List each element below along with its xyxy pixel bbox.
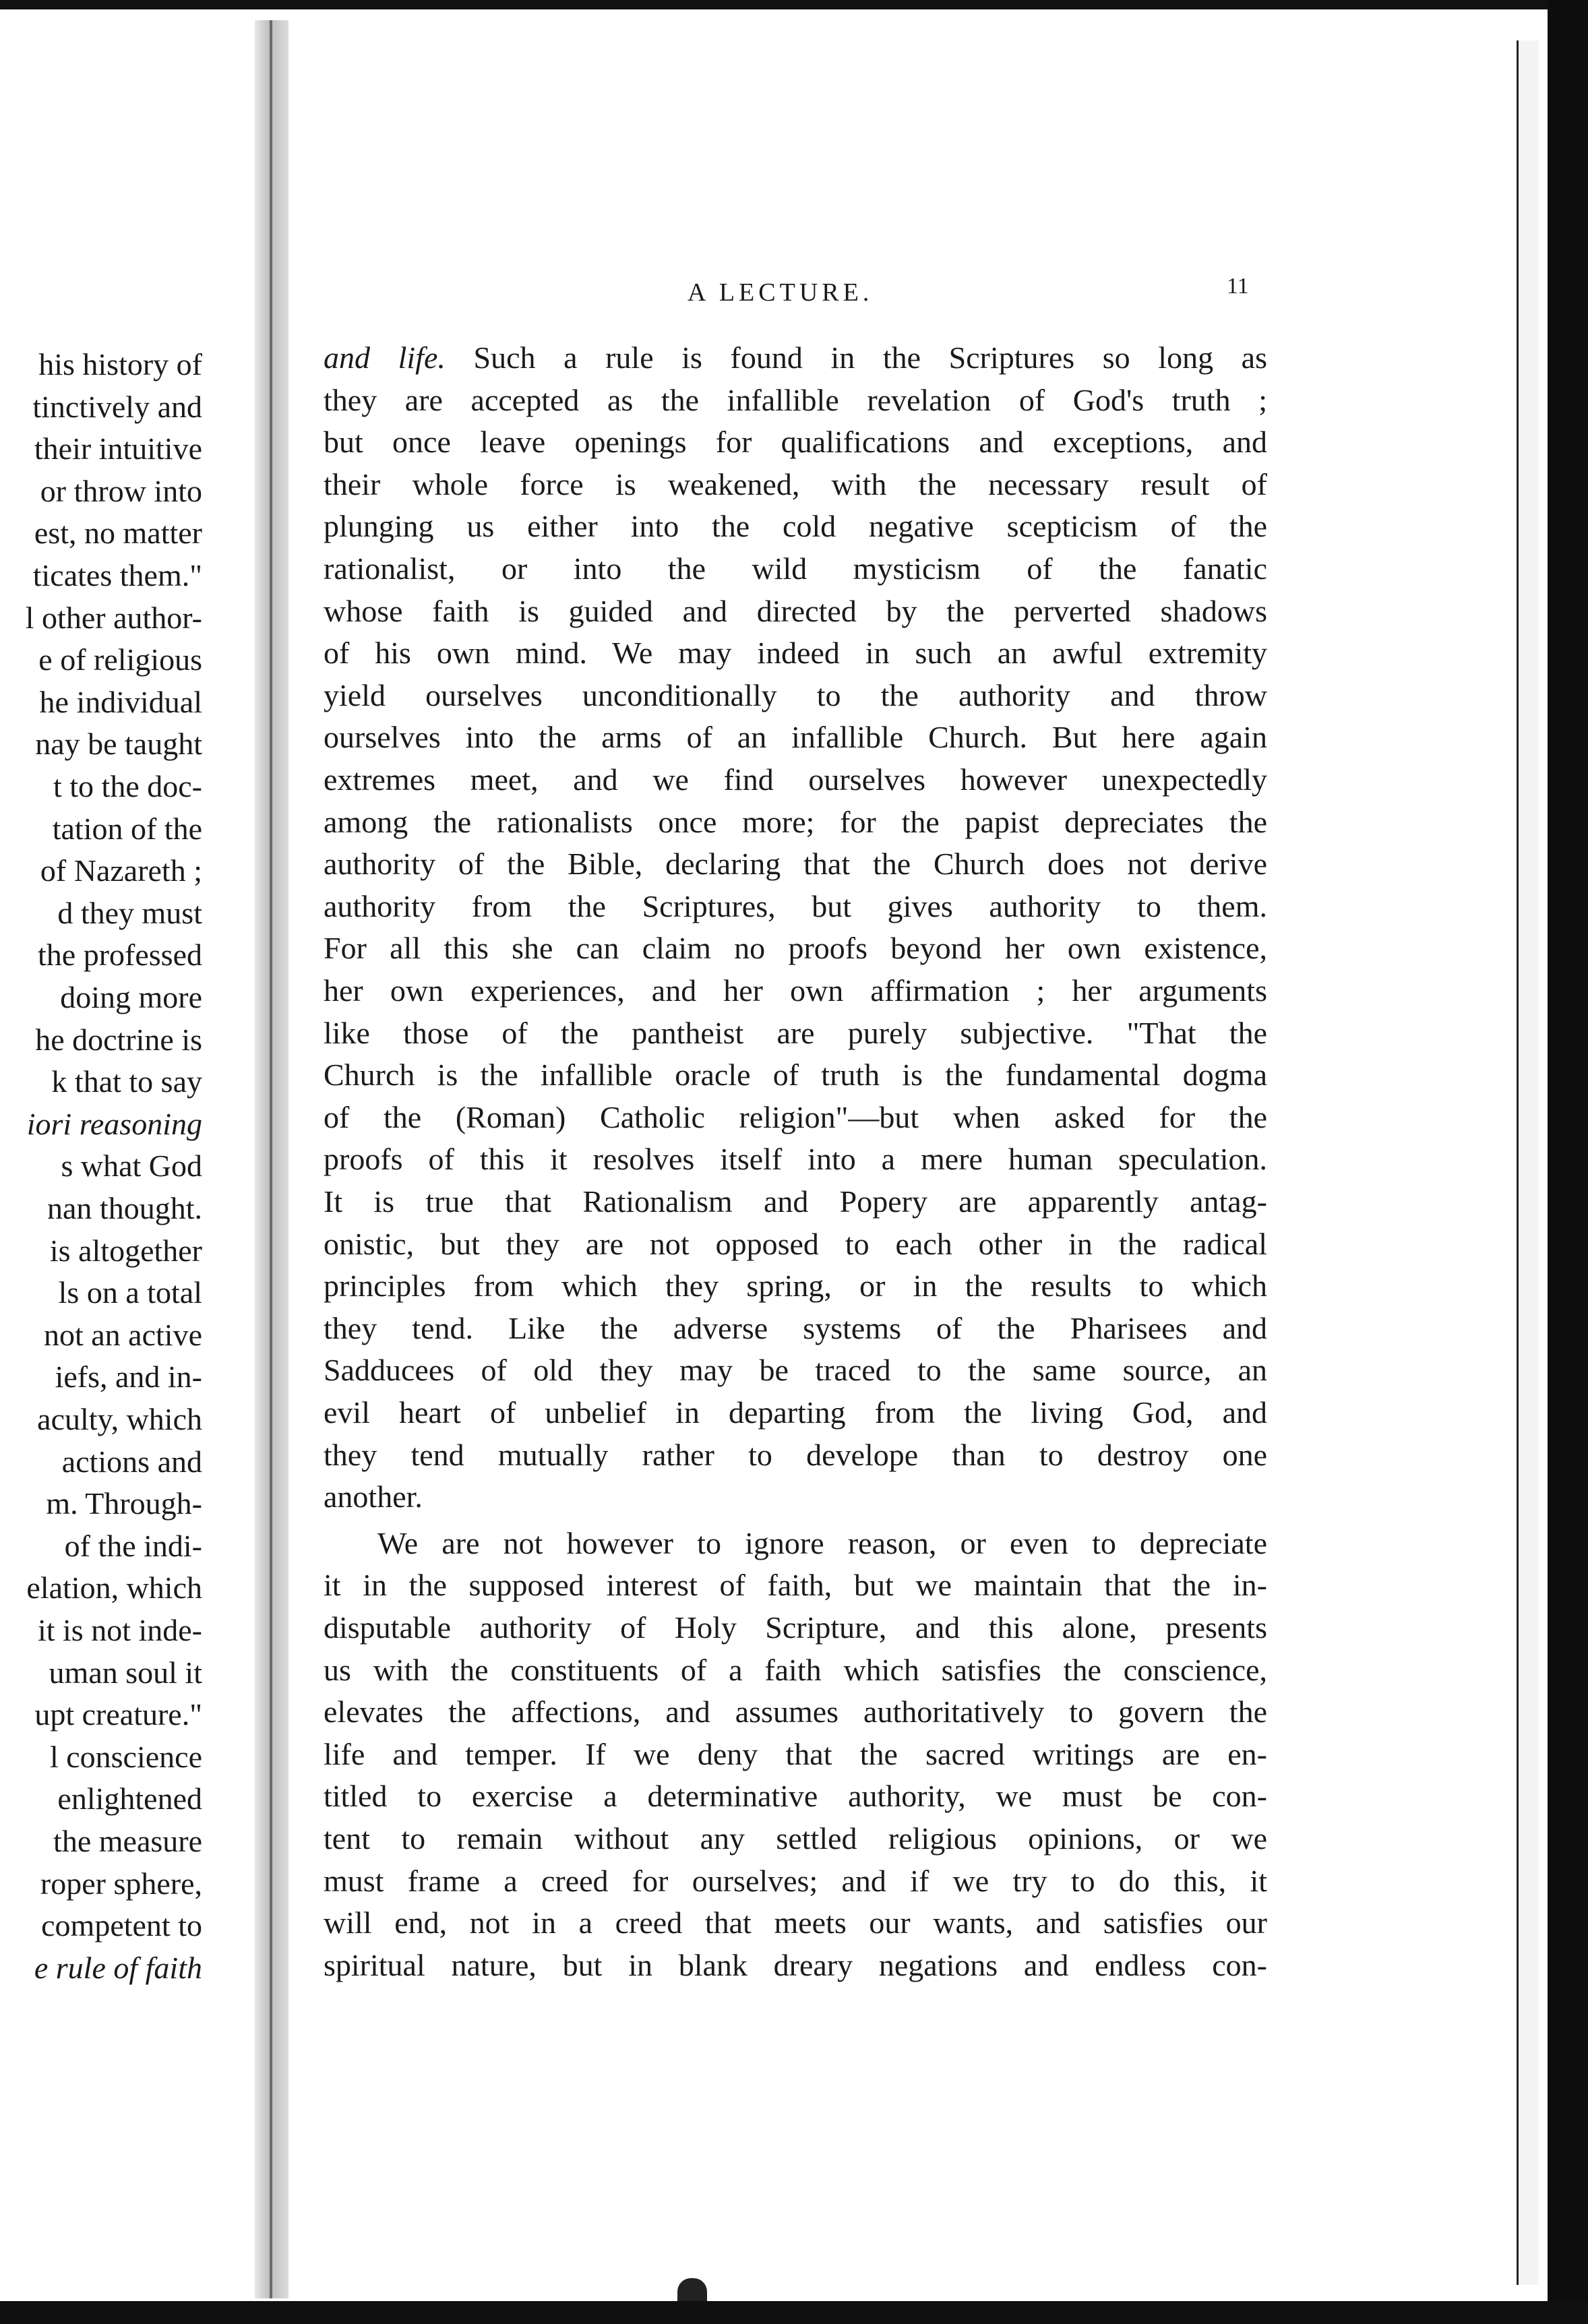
body-line: whose faith is guided and directed by the perverted shadows xyxy=(324,594,1267,628)
left-page-line: ls on a total xyxy=(58,1275,202,1310)
left-page-line: elation, which xyxy=(26,1570,202,1605)
first-line-text: Such a rule is found in the Scriptures so long as xyxy=(445,340,1267,375)
right-page xyxy=(290,0,1517,2324)
left-page-line: actions and xyxy=(61,1444,202,1479)
italic-phrase: and life. xyxy=(324,340,446,375)
body-line: must frame a creed for ourselves; and if we try to do this, it xyxy=(324,1864,1267,1898)
left-page-line: doing more xyxy=(60,980,202,1014)
left-page-line: not an active xyxy=(43,1318,202,1352)
body-line: another. xyxy=(324,1479,423,1514)
left-page-line: enlightened xyxy=(57,1781,202,1816)
body-line: their whole force is weakened, with the necessary result of xyxy=(324,467,1267,501)
left-page-line: l other author- xyxy=(25,601,202,635)
left-page-line: aculty, which xyxy=(37,1402,202,1436)
left-page-line: iori reasoning xyxy=(26,1107,202,1141)
left-page-line: he individual xyxy=(39,685,202,719)
body-line: it in the supposed interest of faith, but we maintain that the in- xyxy=(324,1568,1267,1602)
binding-clip xyxy=(677,2278,707,2301)
left-page-line: s what God xyxy=(61,1149,202,1183)
body-line: plunging us either into the cold negative scepticism of the xyxy=(324,509,1267,543)
left-page-line: m. Through- xyxy=(46,1486,202,1521)
left-page-line: iefs, and in- xyxy=(55,1359,202,1394)
left-page-line: ticates them." xyxy=(32,558,202,592)
body-line: spiritual nature, but in blank dreary negations and endless con- xyxy=(324,1948,1267,1982)
left-page-line: l conscience xyxy=(49,1740,202,1774)
body-line: will end, not in a creed that meets our wants, and satisfies our xyxy=(324,1905,1267,1940)
body-line: Sadducees of old they may be traced to the same source, an xyxy=(324,1353,1267,1387)
left-page-line: k that to say xyxy=(51,1064,202,1099)
body-line: rationalist, or into the wild mysticism of the fanatic xyxy=(324,551,1267,586)
body-line: her own experiences, and her own affirmation ; her arguments xyxy=(324,973,1267,1008)
left-page-line: nan thought. xyxy=(47,1191,202,1225)
left-page-fragment xyxy=(0,0,249,2324)
left-page-line: roper sphere, xyxy=(40,1866,202,1901)
body-line: they tend mutually rather to develope than to destroy one xyxy=(324,1438,1267,1472)
body-line: us with the constituents of a faith which satisfies the conscience, xyxy=(324,1653,1267,1687)
body-line: We are not however to ignore reason, or even to depreciate xyxy=(377,1526,1267,1560)
left-page-line: e rule of faith xyxy=(34,1951,202,1985)
left-page-line: d they must xyxy=(57,896,202,930)
left-page-line: e of religious xyxy=(38,642,202,677)
body-line: proofs of this it resolves itself into a mere human speculation. xyxy=(324,1142,1267,1176)
body-line: It is true that Rationalism and Popery are apparently antag- xyxy=(324,1184,1267,1219)
left-page-line: of the indi- xyxy=(64,1529,202,1563)
left-page-line: upt creature." xyxy=(34,1697,202,1732)
body-line: among the rationalists once more; for the papist depreciates the xyxy=(324,805,1267,839)
running-head: A LECTURE. xyxy=(688,278,874,307)
body-line: elevates the affections, and assumes authoritatively to govern the xyxy=(324,1694,1267,1729)
body-line: evil heart of unbelief in departing from the living God, and xyxy=(324,1395,1267,1430)
page-number: 11 xyxy=(1227,274,1249,299)
body-line: ourselves into the arms of an infallible Church. But here again xyxy=(324,720,1267,754)
left-page-line: t to the doc- xyxy=(53,769,202,803)
body-line: of his own mind. We may indeed in such an awful extremity xyxy=(324,636,1267,670)
body-line: extremes meet, and we find ourselves however unexpectedly xyxy=(324,762,1267,797)
body-line: yield ourselves unconditionally to the authority and throw xyxy=(324,678,1267,712)
left-page-line: tinctively and xyxy=(32,390,202,424)
left-page-line: he doctrine is xyxy=(35,1022,202,1057)
left-page-line: their intuitive xyxy=(34,431,202,466)
left-page-line: or throw into xyxy=(40,474,202,508)
body-line: authority from the Scriptures, but gives authority to them. xyxy=(324,889,1267,923)
page-right-margin xyxy=(1517,40,1539,2285)
scan-bottom-edge xyxy=(0,2301,1588,2324)
body-line: For all this she can claim no proofs beyond her own existence, xyxy=(324,931,1267,965)
body-line: authority of the Bible, declaring that the Church does not derive xyxy=(324,847,1267,881)
gutter-shadow-line xyxy=(270,20,272,2298)
body-line-first xyxy=(324,342,1267,373)
body-line: like those of the pantheist are purely subjective. "That the xyxy=(324,1016,1267,1050)
left-page-line: est, no matter xyxy=(34,516,202,550)
body-line: but once leave openings for qualifications and exceptions, and xyxy=(324,425,1267,459)
left-page-line: the professed xyxy=(38,938,202,972)
body-line: of the (Roman) Catholic religion"—but when asked for the xyxy=(324,1100,1267,1134)
body-line: they tend. Like the adverse systems of the Pharisees and xyxy=(324,1311,1267,1345)
left-page-line: uman soul it xyxy=(49,1655,202,1690)
body-line: life and temper. If we deny that the sacred writings are en- xyxy=(324,1737,1267,1771)
scan-right-edge xyxy=(1548,0,1588,2324)
body-line: tent to remain without any settled religious opinions, or we xyxy=(324,1821,1267,1856)
left-page-line: tation of the xyxy=(52,812,202,846)
body-line: Church is the infallible oracle of truth is the fundamental dogma xyxy=(324,1058,1267,1092)
body-line: disputable authority of Holy Scripture, and this alone, presents xyxy=(324,1610,1267,1645)
body-line: they are accepted as the infallible revelation of God's truth ; xyxy=(324,383,1267,417)
left-page-line: competent to xyxy=(41,1908,202,1943)
left-page-line: the measure xyxy=(53,1824,202,1858)
left-page-line: is altogether xyxy=(49,1233,202,1268)
left-page-line: nay be taught xyxy=(35,727,202,761)
left-page-line: his history of xyxy=(38,347,202,381)
body-line: principles from which they spring, or in the results to which xyxy=(324,1268,1267,1303)
body-line: titled to exercise a determinative authority, we must be con- xyxy=(324,1779,1267,1813)
left-page-line: of Nazareth ; xyxy=(40,853,202,888)
left-page-line: it is not inde- xyxy=(37,1613,202,1647)
body-line: onistic, but they are not opposed to each other in the radical xyxy=(324,1227,1267,1261)
